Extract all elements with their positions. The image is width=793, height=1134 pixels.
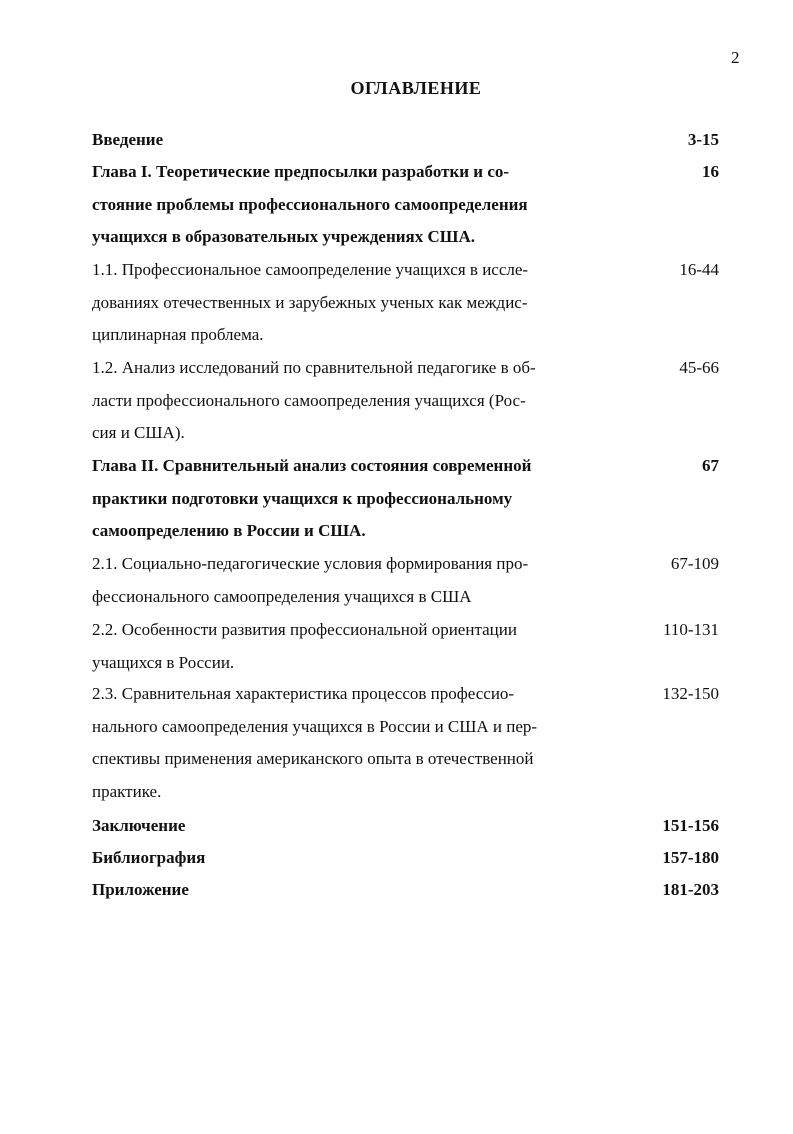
page-title: ОГЛАВЛЕНИЕ xyxy=(350,78,482,98)
toc-entry-pages: 67-109 xyxy=(670,554,719,573)
toc-line: фессионального самоопределения учащихся в США xyxy=(92,586,472,606)
toc-line: 1.2. Анализ исследований по сравнительной педагогике в об- xyxy=(92,358,536,377)
toc-line: 2.3. Сравнительная характеристика процессов профессио- xyxy=(92,684,515,703)
toc-entry-title xyxy=(92,678,590,808)
toc-entry-pages: 67 xyxy=(702,456,719,475)
toc-entry-pages: 16-44 xyxy=(679,260,719,279)
toc-entry-title xyxy=(92,124,590,157)
page-number: 2 xyxy=(731,48,740,67)
toc-line: Глава II. Сравнительный анализ состояния современной xyxy=(92,456,532,475)
toc-line: 1.1. Профессиональное самоопределение учащихся в иссле- xyxy=(92,260,529,279)
toc-line: спективы применения американского опыта в отечественной xyxy=(92,749,534,768)
toc-entry-title xyxy=(92,842,590,875)
toc-line: Глава I. Теоретические предпосылки разработки и со- xyxy=(92,162,510,181)
toc-line: учащихся в России. xyxy=(92,652,235,672)
toc-line: стояние проблемы профессионального самоопределения xyxy=(92,194,528,214)
toc-line: Введение xyxy=(92,130,164,149)
toc-line: Приложение xyxy=(92,880,189,899)
toc-line: Библиография xyxy=(92,848,206,867)
toc-line: практике. xyxy=(92,781,162,801)
toc-line: ласти профессионального самоопределения учащихся (Рос- xyxy=(92,390,526,410)
toc-entry-pages: 181-203 xyxy=(662,880,719,899)
toc-entry-title xyxy=(92,614,590,679)
toc-line: нального самоопределения учащихся в России и США и пер- xyxy=(92,716,538,736)
toc-line: циплинарная проблема. xyxy=(92,325,264,344)
toc-line: самоопределению в России и США. xyxy=(92,521,366,540)
toc-entry-title xyxy=(92,810,590,843)
toc-entry-title xyxy=(92,450,590,548)
toc-entry-pages: 157-180 xyxy=(662,848,719,867)
toc-entry-pages: 151-156 xyxy=(662,816,719,835)
toc-line: практики подготовки учащихся к профессиональному xyxy=(92,488,513,508)
toc-entry-pages: 3-15 xyxy=(687,130,719,149)
toc-line: 2.1. Социально-педагогические условия формирования про- xyxy=(92,554,529,573)
toc-line: учащихся в образовательных учреждениях США. xyxy=(92,227,475,246)
toc-entry-title xyxy=(92,352,590,450)
toc-entry-pages: 16 xyxy=(702,162,719,181)
toc-entry-title xyxy=(92,254,590,352)
toc-entry-pages: 132-150 xyxy=(662,684,719,703)
toc-entry-title xyxy=(92,156,590,254)
toc-entry-title xyxy=(92,548,590,613)
toc-entry-pages: 45-66 xyxy=(679,358,719,377)
toc-line: дованиях отечественных и зарубежных ученых как междис- xyxy=(92,292,528,312)
toc-line: 2.2. Особенности развития профессиональной ориентации xyxy=(92,620,517,639)
toc-entry-title xyxy=(92,874,590,907)
toc-entry-pages: 110-131 xyxy=(662,620,719,639)
toc-line: Заключение xyxy=(92,816,186,835)
toc-line: сия и США). xyxy=(92,423,185,442)
